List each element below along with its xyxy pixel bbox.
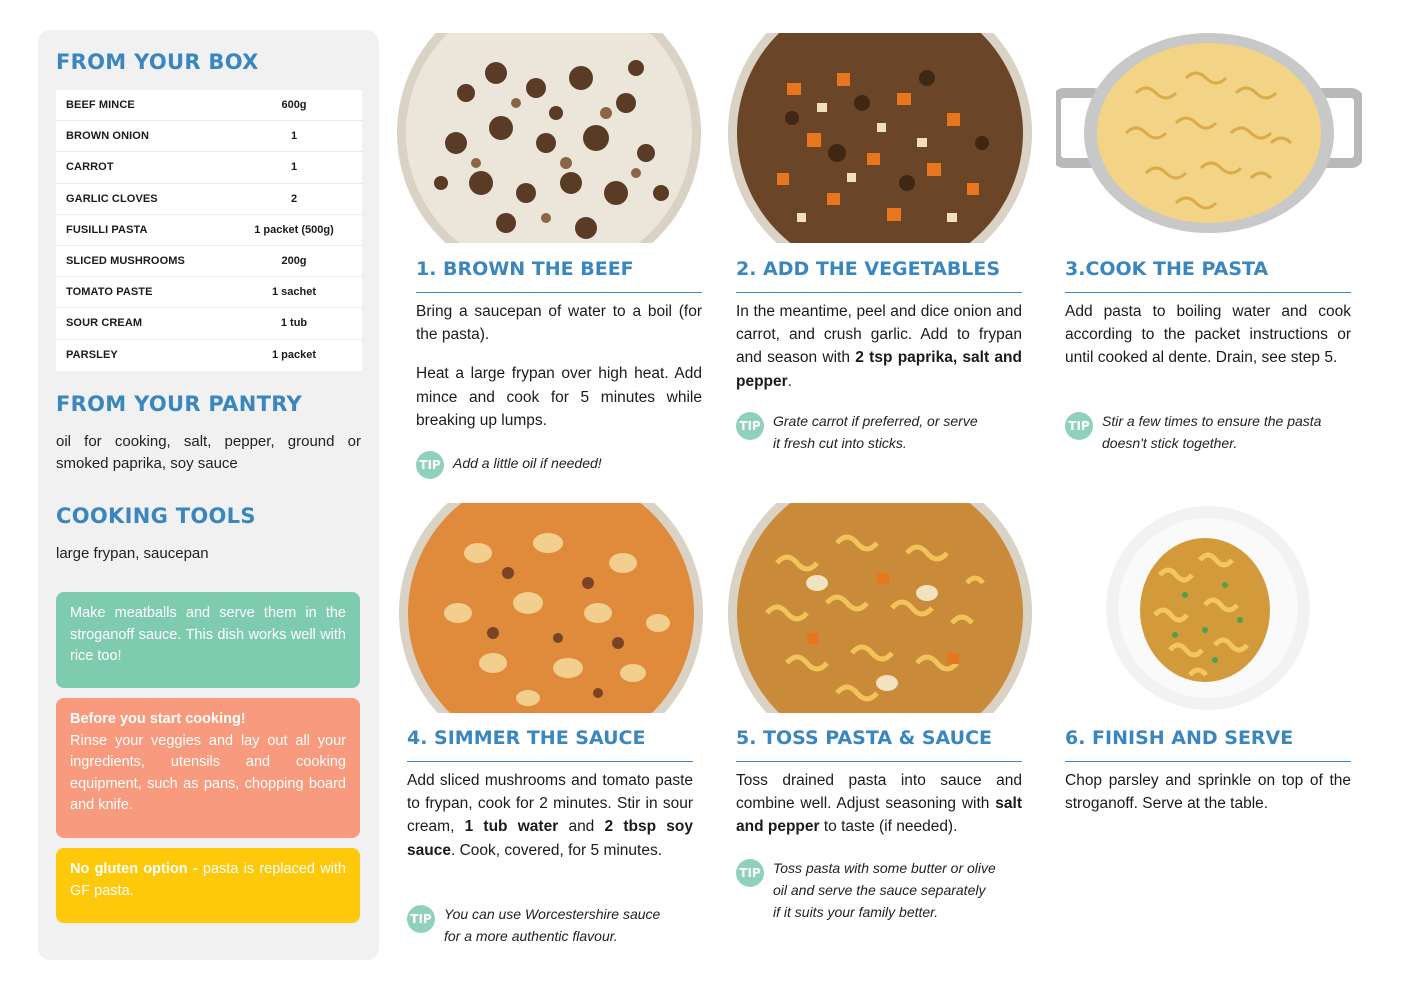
ingredient-name: BEEF MINCE — [66, 99, 135, 112]
before-you-start-text: Rinse your veggies and lay out all your ingredients, utensils and cooking equipment, such as pans, chopping board and knife. — [70, 732, 346, 813]
beef-pan-image — [396, 33, 702, 243]
step-2-tip — [736, 410, 978, 454]
step-2-seasoning: 2 tsp paprika, salt and pepper — [736, 349, 1022, 390]
step-5-photo — [727, 503, 1033, 713]
before-you-start-box — [56, 698, 360, 838]
sauce-pan-image — [398, 503, 704, 713]
step-3-para-1: Add pasta to boiling water and cook according to the packet instructions or until cooked al dente. Drain, see step 5. — [1065, 303, 1351, 367]
step-2-tip-line-2: it fresh cut into sticks. — [773, 435, 907, 451]
step-6-instructions — [1065, 769, 1351, 831]
pantry-text: oil for cooking, salt, pepper, ground or smoked paprika, soy sauce — [56, 433, 361, 472]
step-2-title: 2. ADD THE VEGETABLES — [736, 258, 1001, 280]
step-3-title: 3.COOK THE PASTA — [1065, 258, 1269, 280]
step-2-instructions — [736, 300, 1022, 409]
step-2-tip-text — [773, 410, 978, 454]
step-2-text-c: . — [787, 372, 792, 390]
tip-badge-icon: TIP — [736, 859, 764, 887]
pasta-colander-image — [1056, 33, 1362, 243]
step-6-title: 6. FINISH AND SERVE — [1065, 727, 1294, 749]
step-5-para-1 — [736, 769, 1022, 839]
step-4-text-c: and — [558, 818, 605, 836]
ingredient-name: FUSILLI PASTA — [66, 223, 148, 236]
ingredient-name: SOUR CREAM — [66, 317, 143, 330]
step-5-text-a: Toss drained pasta into sauce and combine well. Adjust seasoning with — [736, 772, 1022, 813]
ingredient-name: BROWN ONION — [66, 130, 149, 143]
step-5-instructions — [736, 769, 1022, 855]
step-4-para-1 — [407, 769, 693, 862]
step-4-divider — [407, 761, 693, 762]
step-4-water: 1 tub water — [464, 818, 559, 836]
step-1-tip-text: Add a little oil if needed! — [453, 455, 602, 471]
step-5-seasoning: salt and pepper — [736, 795, 1022, 836]
ingredient-quantity: 1 sachet — [271, 286, 317, 299]
step-4-soy-sauce: 2 tbsp soy sauce — [407, 818, 693, 859]
step-3-instructions — [1065, 300, 1351, 386]
ingredient-row — [56, 184, 362, 215]
ingredient-quantity: 1 tub — [280, 317, 308, 330]
ingredient-name: GARLIC CLOVES — [66, 192, 158, 205]
step-5-divider — [736, 761, 1022, 762]
ingredient-name: CARROT — [66, 161, 114, 174]
step-3-tip — [1065, 410, 1321, 454]
ingredient-row — [56, 246, 362, 277]
tossed-pasta-pan-image — [727, 503, 1033, 713]
before-you-start-title: Before you start cooking! — [70, 711, 246, 727]
step-4-text-e: . Cook, covered, for 5 minutes. — [450, 841, 663, 859]
ingredient-row — [56, 277, 362, 308]
ingredient-quantity: 2 — [290, 192, 298, 205]
step-1-divider — [416, 292, 702, 293]
ingredient-quantity: 1 — [290, 161, 298, 174]
serving-suggestion-box — [56, 592, 360, 688]
tip-badge-icon: TIP — [736, 412, 764, 440]
step-3-tip-line-1: Stir a few times to ensure the pasta — [1102, 413, 1322, 429]
ingredient-name: TOMATO PASTE — [66, 286, 153, 299]
step-3-divider — [1065, 292, 1351, 293]
step-3-tip-text — [1102, 410, 1321, 454]
cooking-tools-text: large frypan, saucepan — [56, 545, 209, 562]
ingredient-name: SLICED MUSHROOMS — [66, 255, 185, 268]
serving-suggestion-text: Make meatballs and serve them in the stroganoff sauce. This dish works well with rice too! — [70, 605, 346, 664]
cooking-tools-heading: COOKING TOOLS — [56, 504, 256, 528]
step-3-tip-line-2: doesn't stick together. — [1102, 435, 1238, 451]
tip-badge-icon: TIP — [407, 905, 435, 933]
step-2-text-a: In the meantime, peel and dice onion and carrot, and crush garlic. Add to frypan and season with — [736, 303, 1022, 367]
step-1-instructions — [416, 300, 702, 448]
ingredient-row — [56, 90, 362, 121]
step-2-divider — [736, 292, 1022, 293]
ingredients-sidebar — [38, 30, 379, 960]
step-5-tip — [736, 857, 996, 923]
step-5-tip-line-3: if it suits your family better. — [773, 904, 939, 920]
step-6-photo — [1105, 505, 1311, 711]
ingredient-row — [56, 152, 362, 183]
step-1-tip — [416, 449, 602, 479]
from-your-pantry-heading: FROM YOUR PANTRY — [56, 392, 303, 416]
no-gluten-box — [56, 848, 360, 923]
no-gluten-text: pasta is replaced with GF pasta. — [70, 861, 346, 899]
step-5-tip-text — [773, 857, 996, 923]
ingredient-row — [56, 340, 362, 371]
step-2-photo — [727, 33, 1033, 243]
step-3-photo — [1056, 33, 1362, 243]
from-your-box-heading: FROM YOUR BOX — [56, 50, 259, 74]
step-2-para-1 — [736, 300, 1022, 393]
step-4-tip-text — [444, 903, 660, 947]
step-6-divider — [1065, 761, 1351, 762]
step-5-tip-line-1: Toss pasta with some butter or olive — [773, 860, 996, 876]
tip-badge-icon: TIP — [1065, 412, 1093, 440]
vegetables-pan-image — [727, 33, 1033, 243]
ingredient-quantity: 1 packet (500g) — [254, 223, 334, 236]
ingredient-row — [56, 121, 362, 152]
step-4-title: 4. SIMMER THE SAUCE — [407, 727, 646, 749]
step-4-text-a: Add sliced mushrooms and tomato paste to frypan, cook for 2 minutes. Stir in sour cream, — [407, 772, 693, 836]
plated-stroganoff-image — [1105, 505, 1311, 711]
ingredient-row — [56, 215, 362, 246]
step-5-title: 5. TOSS PASTA & SAUCE — [736, 727, 993, 749]
ingredient-name: PARSLEY — [66, 349, 118, 362]
ingredient-quantity: 1 packet — [271, 349, 317, 362]
step-5-text-c: to taste (if needed). — [819, 818, 958, 836]
no-gluten-title: No gluten option - — [70, 861, 198, 877]
step-4-tip — [407, 903, 660, 947]
tip-badge-icon: TIP — [416, 451, 444, 479]
step-1-para-1: Bring a saucepan of water to a boil (for the pasta). — [416, 303, 702, 344]
step-6-para-1: Chop parsley and sprinkle on top of the stroganoff. Serve at the table. — [1065, 772, 1351, 813]
step-2-tip-line-1: Grate carrot if preferred, or serve — [773, 413, 978, 429]
step-1-para-2: Heat a large frypan over high heat. Add mince and cook for 5 minutes while breaking up lumps. — [416, 365, 702, 429]
step-1-title: 1. BROWN THE BEEF — [416, 258, 634, 280]
step-4-instructions — [407, 769, 693, 878]
ingredient-quantity: 1 — [290, 130, 298, 143]
ingredient-row — [56, 308, 362, 339]
step-4-tip-line-2: for a more authentic flavour. — [444, 928, 618, 944]
step-4-tip-line-1: You can use Worcestershire sauce — [444, 906, 661, 922]
step-4-photo — [398, 503, 704, 713]
ingredient-quantity: 200g — [281, 255, 307, 268]
ingredient-quantity: 600g — [281, 99, 307, 112]
step-1-photo — [396, 33, 702, 243]
step-5-tip-line-2: oil and serve the sauce separately — [773, 882, 986, 898]
ingredients-table — [56, 90, 362, 371]
